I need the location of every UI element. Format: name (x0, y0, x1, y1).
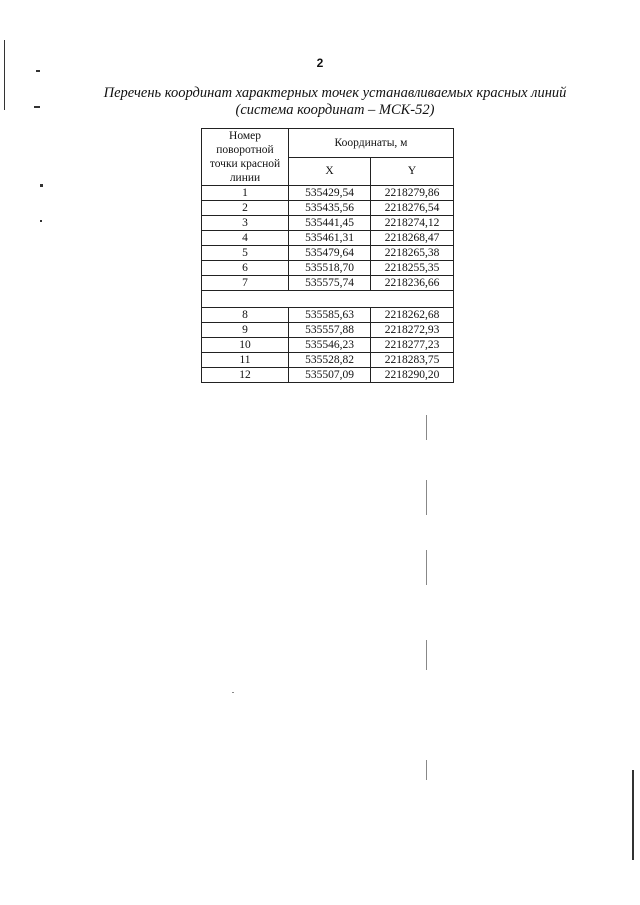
x-coordinate-cell: 535461,31 (289, 231, 371, 246)
x-coordinate-cell: 535435,56 (289, 201, 371, 216)
table-row (202, 276, 454, 291)
scan-mark (426, 640, 427, 670)
point-number-cell: 6 (202, 261, 289, 276)
scan-mark (36, 70, 40, 72)
point-number-cell: 7 (202, 276, 289, 291)
scan-mark (426, 550, 427, 585)
y-coordinate-cell: 2218279,86 (371, 186, 454, 201)
table-row (202, 368, 454, 383)
y-coordinate-cell: 2218276,54 (371, 201, 454, 216)
point-number-cell: 9 (202, 323, 289, 338)
scan-mark (426, 480, 427, 515)
x-coordinate-cell: 535528,82 (289, 353, 371, 368)
y-coordinate-cell: 2218272,93 (371, 323, 454, 338)
point-number-cell: 4 (202, 231, 289, 246)
table-group-2 (202, 308, 454, 383)
title-line-1: Перечень координат характерных точек устанавливаемых красных линий (103, 85, 567, 101)
y-coordinate-cell: 2218274,12 (371, 216, 454, 231)
scan-mark (426, 760, 427, 780)
x-coordinate-cell: 535518,70 (289, 261, 371, 276)
y-coordinate-cell: 2218236,66 (371, 276, 454, 291)
table-group-separator (202, 291, 454, 308)
x-coordinate-cell: 535546,23 (289, 338, 371, 353)
scan-mark (40, 184, 43, 187)
table-row (202, 353, 454, 368)
document-title (90, 85, 580, 119)
x-coordinate-cell: 535441,45 (289, 216, 371, 231)
scan-mark (4, 40, 5, 110)
table-row (202, 308, 454, 323)
scan-mark (426, 415, 427, 440)
y-coordinate-cell: 2218262,68 (371, 308, 454, 323)
x-coordinate-cell: 535575,74 (289, 276, 371, 291)
table-row (202, 323, 454, 338)
x-coordinate-cell: 535557,88 (289, 323, 371, 338)
y-coordinate-cell: 2218277,23 (371, 338, 454, 353)
header-coordinates: Координаты, м (289, 129, 454, 158)
table-row (202, 261, 454, 276)
scan-mark (34, 106, 40, 108)
header-y: Y (371, 157, 454, 186)
scan-mark (40, 220, 42, 222)
point-number-cell: 12 (202, 368, 289, 383)
y-coordinate-cell: 2218265,38 (371, 246, 454, 261)
point-number-cell: 10 (202, 338, 289, 353)
table-row (202, 246, 454, 261)
point-number-cell: 3 (202, 216, 289, 231)
x-coordinate-cell: 535585,63 (289, 308, 371, 323)
separator-row (202, 291, 454, 308)
x-coordinate-cell: 535507,09 (289, 368, 371, 383)
header-x: X (289, 157, 371, 186)
y-coordinate-cell: 2218290,20 (371, 368, 454, 383)
scan-mark (232, 692, 234, 693)
y-coordinate-cell: 2218255,35 (371, 261, 454, 276)
x-coordinate-cell: 535429,54 (289, 186, 371, 201)
table-row (202, 186, 454, 201)
point-number-cell: 5 (202, 246, 289, 261)
header-point-number: Номер поворотной точки красной линии (202, 129, 289, 186)
point-number-cell: 11 (202, 353, 289, 368)
y-coordinate-cell: 2218268,47 (371, 231, 454, 246)
point-number-cell: 2 (202, 201, 289, 216)
table-row (202, 216, 454, 231)
scan-mark (632, 770, 634, 860)
y-coordinate-cell: 2218283,75 (371, 353, 454, 368)
coordinates-table (201, 128, 454, 383)
page-number: 2 (316, 56, 324, 70)
table-row (202, 231, 454, 246)
table-group-1 (202, 186, 454, 291)
point-number-cell: 8 (202, 308, 289, 323)
x-coordinate-cell: 535479,64 (289, 246, 371, 261)
title-line-2: (система координат – МСК-52) (235, 102, 435, 118)
point-number-cell: 1 (202, 186, 289, 201)
table-row (202, 201, 454, 216)
table-row (202, 338, 454, 353)
